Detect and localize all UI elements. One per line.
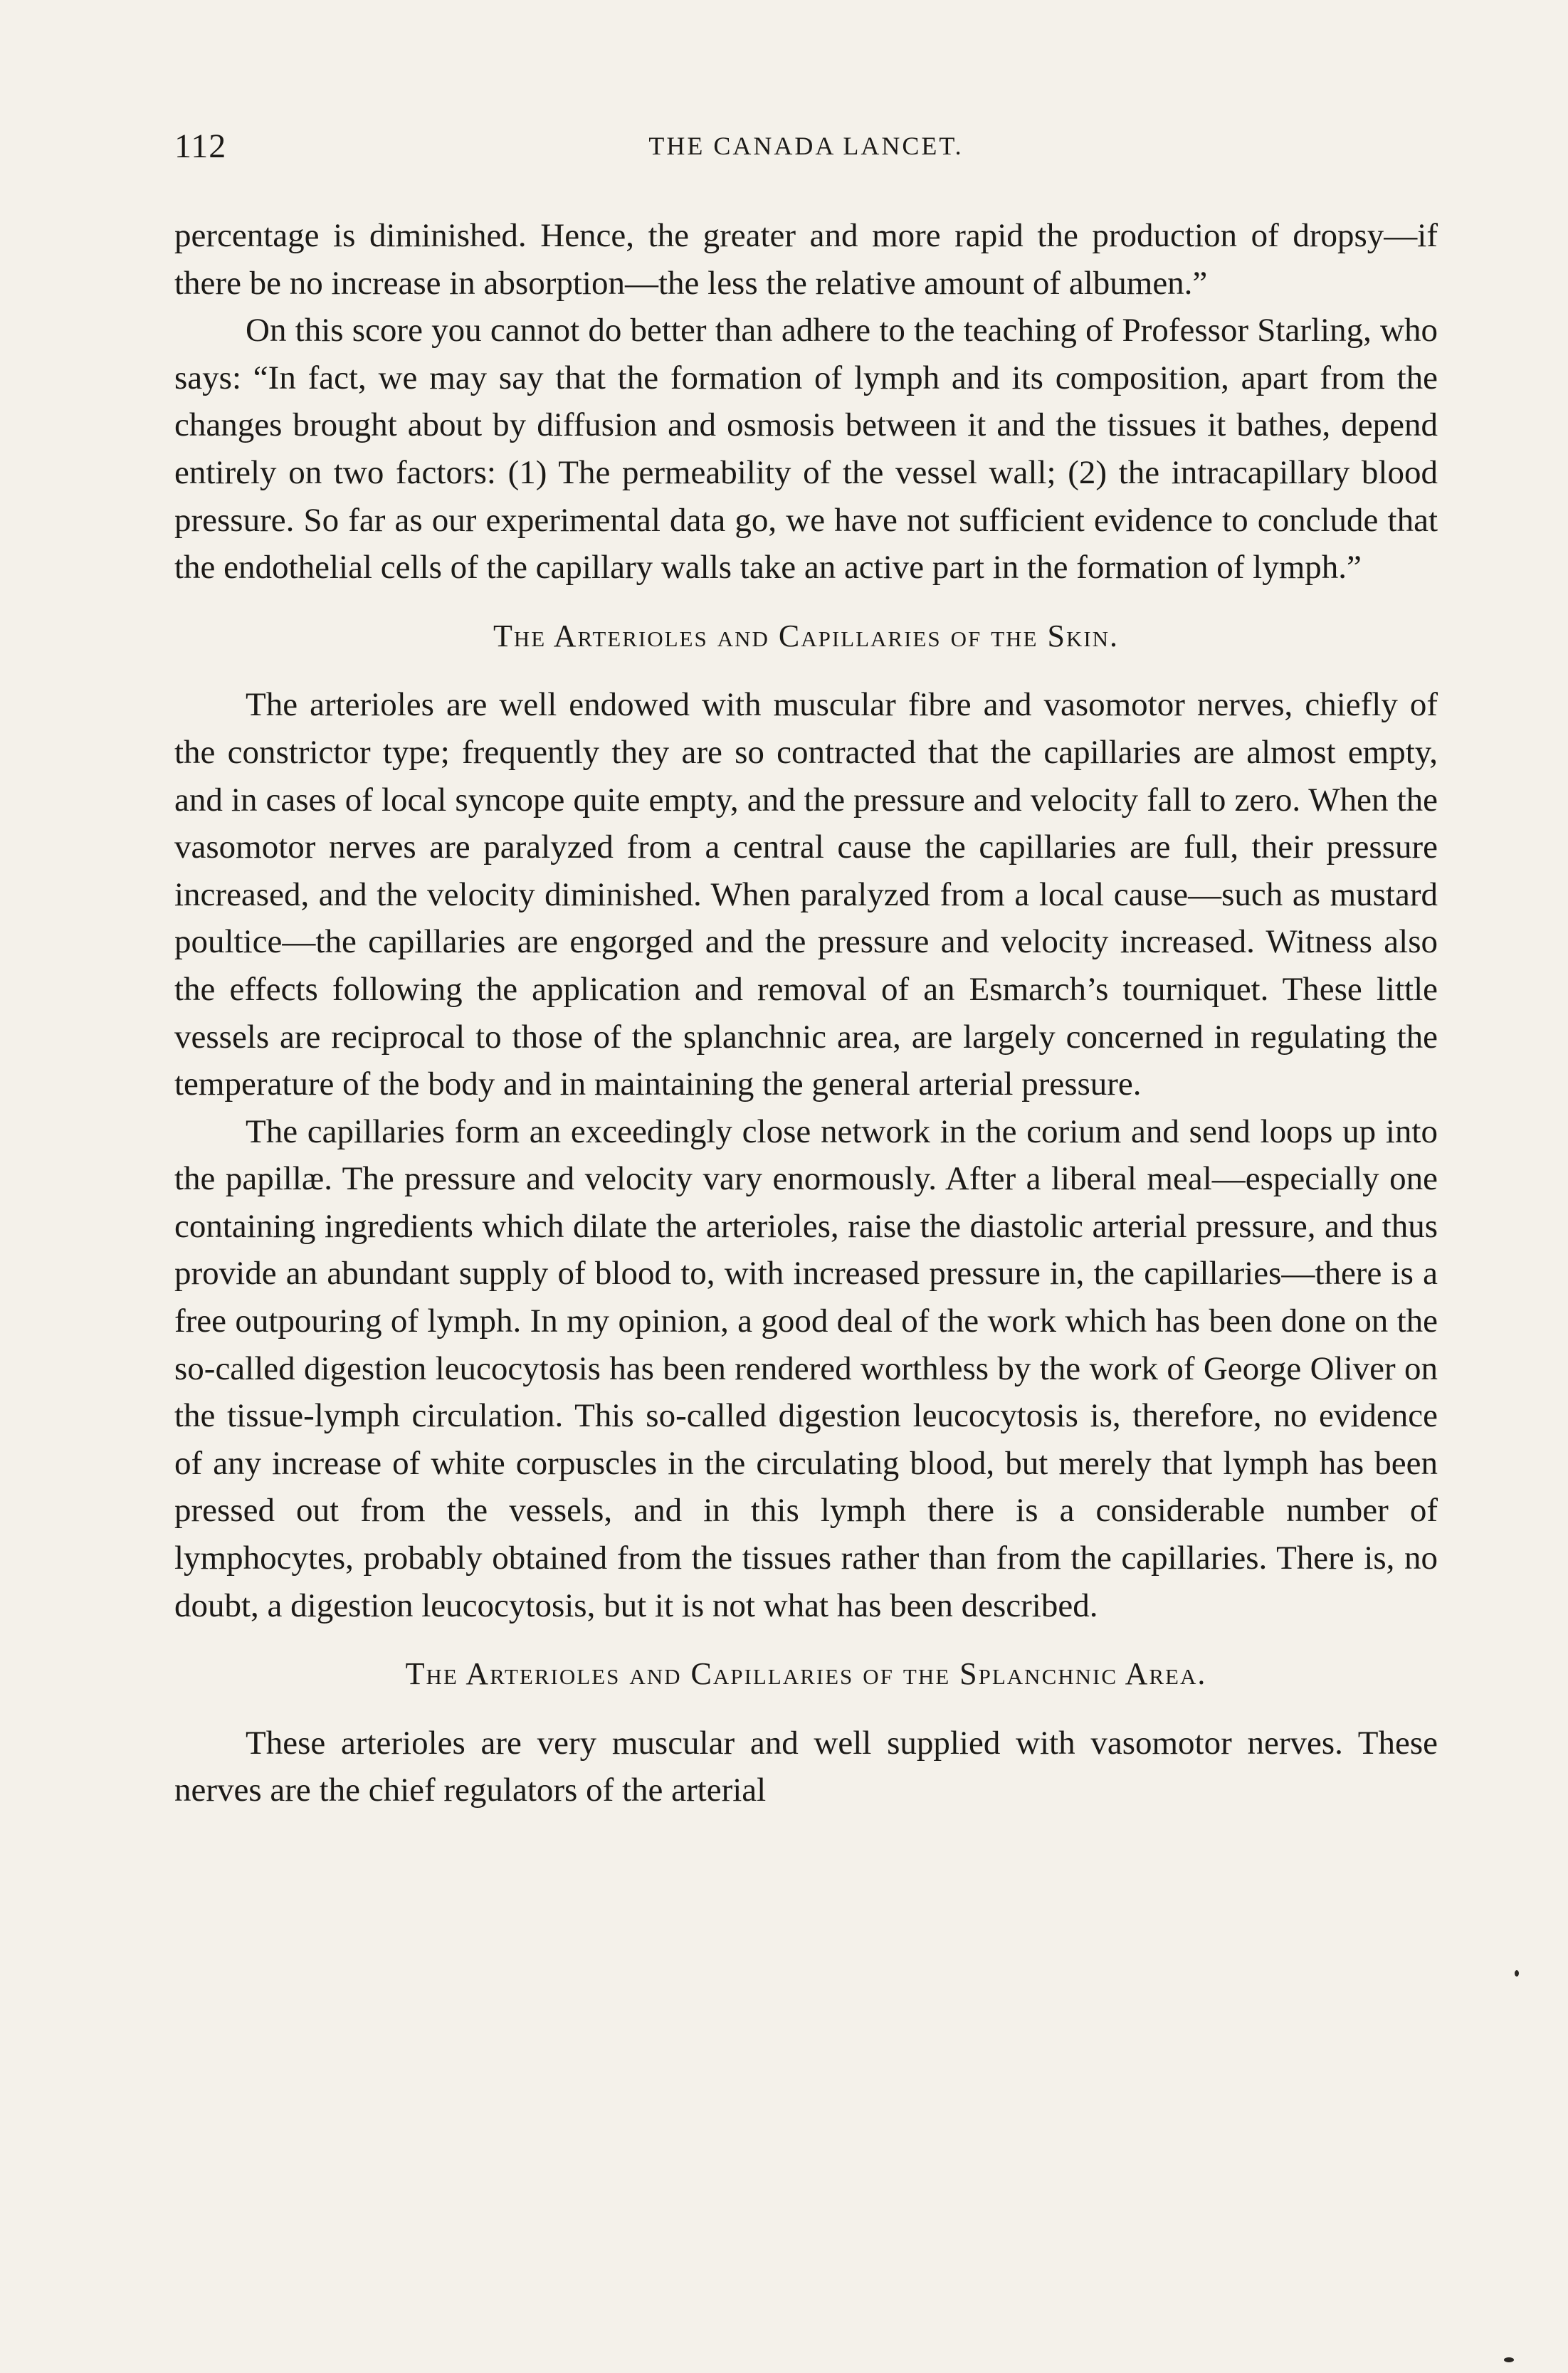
scan-speck bbox=[1515, 1970, 1519, 1977]
paragraph-skin-arterioles: The arterioles are well endowed with muscular fibre and vasomotor nerves, chiefly of the constrictor type; frequently they are so contracted that the capillaries are almost empty, and in cases of local syncope quite empty, and the pressure and velocity fall to zero. When the vasomotor nerves are paralyzed from a central cause the capillaries are full, their pressure increased, and the velocity diminished. When paralyzed from a local cause—such as mustard poultice—the capillaries are engorged and the pressure and velocity increased. Witness also the effects following the application and removal of an Esmarch’s tourniquet. These little vessels are reciprocal to those of the splanchnic area, are largely concerned in regulating the temperature of the body and in maintaining the general arterial pressure. bbox=[174, 686, 1438, 1103]
paragraph-splanchnic-arterioles: These arterioles are very muscular and well supplied with vasomotor nerves. These nerves are the chief regulators of the arterial bbox=[174, 1724, 1438, 1809]
paragraph-continued: percentage is diminished. Hence, the greater and more rapid the production of dropsy—if there be no increase in absorption—the less the relative amount of albumen.” bbox=[174, 217, 1438, 302]
paragraph-starling-quote: On this score you cannot do better than adhere to the teaching of Professor Starling, who says: “In fact, we may say that the formation of lymph and its composition, apart from the changes brought about by diffusion and osmosis between it and the tissues it bathes, depend entirely on two factors: (1) The permeability of the vessel wall; (2) the intracapillary blood pressure. So far as our experimental data go, we have not sufficient evidence to conclude that the endothelial cells of the capillary walls take an active part in the formation of lymph.” bbox=[174, 312, 1438, 586]
page-header bbox=[174, 127, 1438, 177]
page-number: 112 bbox=[174, 127, 227, 165]
running-head: THE CANADA LANCET. bbox=[648, 132, 964, 160]
body-text bbox=[174, 212, 1438, 1814]
scan-speck bbox=[1504, 2357, 1514, 2362]
section-heading-skin: The Arterioles and Capillaries of the Skin. bbox=[493, 618, 1120, 653]
paragraph-skin-capillaries: The capillaries form an exceedingly close network in the corium and send loops up into the papillæ. The pressure and velocity vary enormously. After a liberal meal—especially one containing ingredients which dilate the arterioles, raise the diastolic arterial pressure, and thus provide an abundant supply of blood to, with increased pressure in, the capillaries—there is a free outpouring of lymph. In my opinion, a good deal of the work which has been done on the so-called digestion leucocytosis has been rendered worthless by the work of George Oliver on the tissue-lymph circulation. This so-called digestion leucocytosis is, therefore, no evidence of any increase of white corpuscles in the circulating blood, but merely that lymph has been pressed out from the vessels, and in this lymph there is a considerable number of lymphocytes, probably obtained from the tissues rather than from the capillaries. There is, no doubt, a digestion leucocytosis, but it is not what has been described. bbox=[174, 1112, 1438, 1624]
section-heading-splanchnic: The Arterioles and Capillaries of the Splanchnic Area. bbox=[405, 1656, 1207, 1692]
